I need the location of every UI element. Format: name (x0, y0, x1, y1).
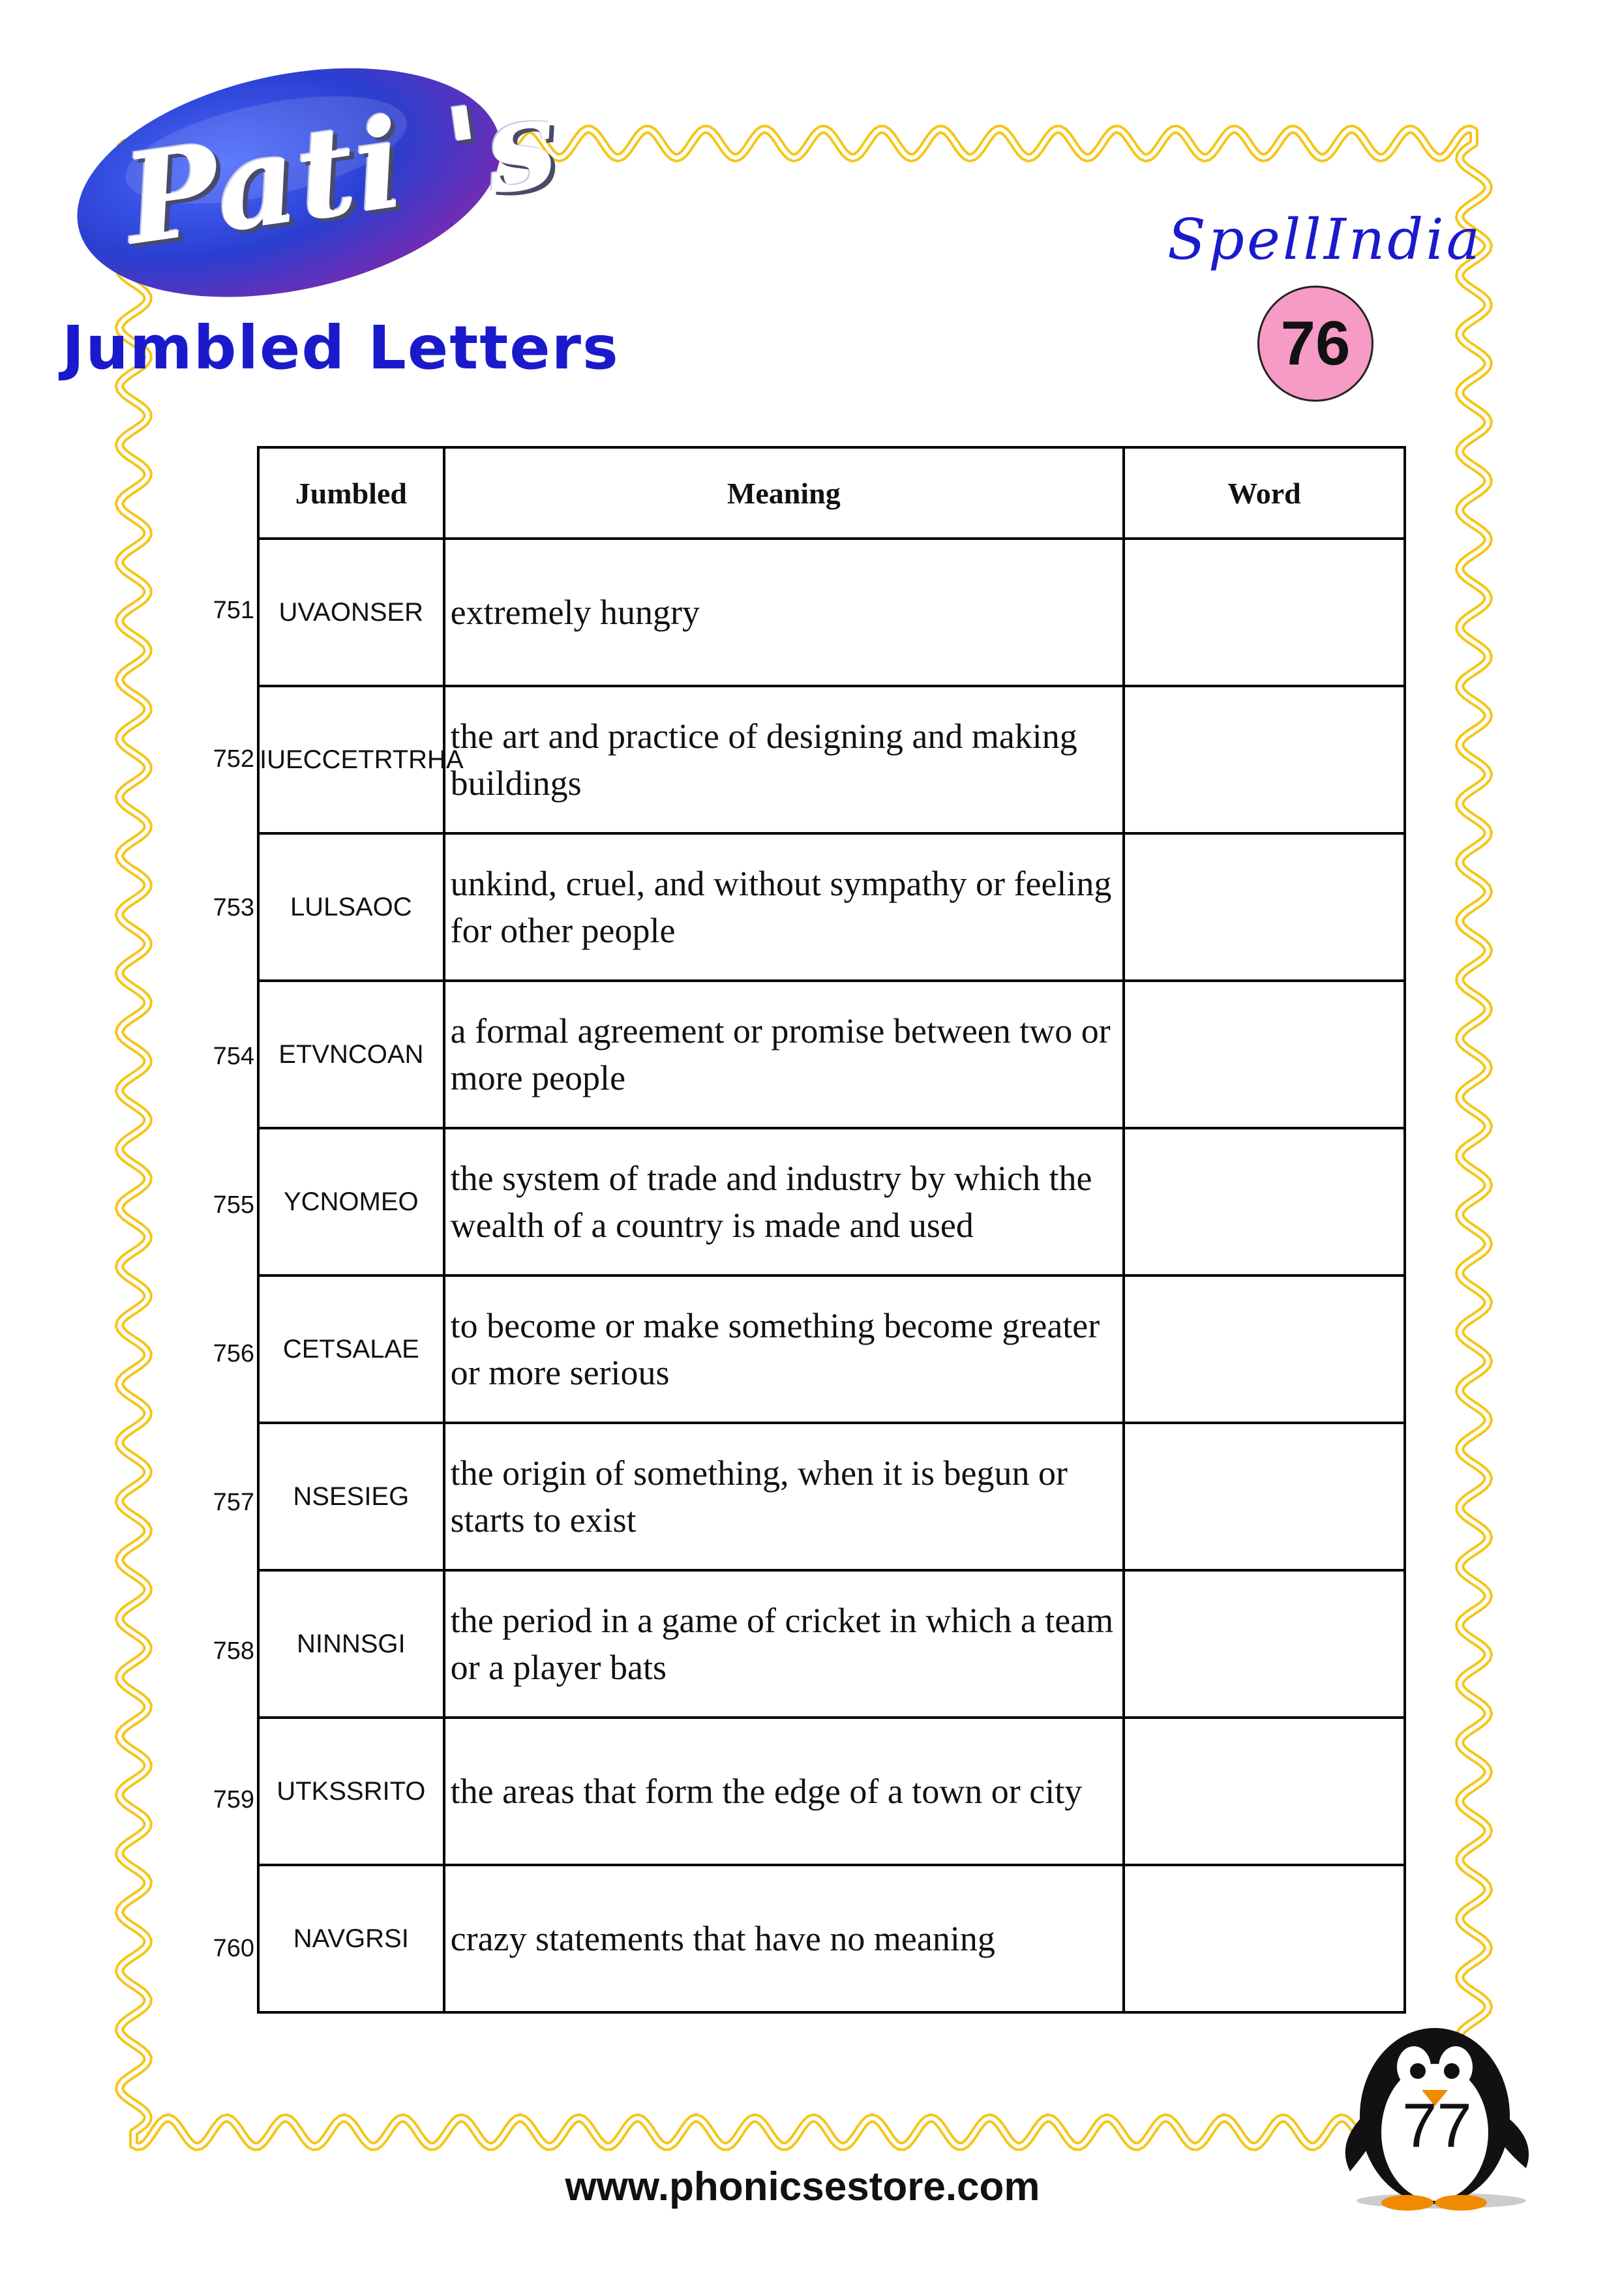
row-number: 757 (213, 1488, 254, 1516)
jumbled-cell: ETVNCOAN (258, 981, 444, 1128)
table-row (258, 686, 1405, 833)
table-row (258, 1570, 1405, 1718)
meaning-cell: extremely hungry (444, 539, 1124, 686)
word-answer-cell[interactable] (1124, 1423, 1405, 1570)
jumbled-words-table (257, 446, 1406, 2014)
meaning-cell: the period in a game of cricket in which a team or a player bats (444, 1570, 1124, 1718)
page-title: Jumbled Letters (62, 313, 620, 383)
row-number: 754 (213, 1042, 254, 1070)
meaning-cell: crazy statements that have no meaning (444, 1865, 1124, 2012)
worksheet-number-badge: 76 (1257, 286, 1373, 402)
row-number: 760 (213, 1934, 254, 1962)
table-row (258, 833, 1405, 981)
header-word: Word (1124, 447, 1405, 539)
logo-text: Pati 's (115, 68, 567, 273)
page-number: 77 (1402, 2091, 1472, 2160)
jumbled-cell: NSESIEG (258, 1423, 444, 1570)
table-row (258, 1718, 1405, 1865)
word-answer-cell[interactable] (1124, 1865, 1405, 2012)
jumbled-cell: LULSAOC (258, 833, 444, 981)
table-row (258, 1865, 1405, 2012)
row-numbers (189, 536, 254, 2023)
jumbled-cell: NAVGRSI (258, 1865, 444, 2012)
word-answer-cell[interactable] (1124, 981, 1405, 1128)
jumbled-cell: CETSALAE (258, 1275, 444, 1423)
meaning-cell: the areas that form the edge of a town or city (444, 1718, 1124, 1865)
word-answer-cell[interactable] (1124, 686, 1405, 833)
jumbled-cell: UTKSSRITO (258, 1718, 444, 1865)
word-answer-cell[interactable] (1124, 539, 1405, 686)
row-number: 756 (213, 1339, 254, 1367)
jumbled-cell: YCNOMEO (258, 1128, 444, 1275)
word-answer-cell[interactable] (1124, 1570, 1405, 1718)
word-answer-cell[interactable] (1124, 1275, 1405, 1423)
meaning-cell: a formal agreement or promise between two or more people (444, 981, 1124, 1128)
row-number: 755 (213, 1191, 254, 1219)
meaning-cell: the art and practice of designing and making buildings (444, 686, 1124, 833)
row-number: 759 (213, 1785, 254, 1813)
row-number: 751 (213, 596, 254, 624)
table-row (258, 981, 1405, 1128)
table-row (258, 1128, 1405, 1275)
word-answer-cell[interactable] (1124, 833, 1405, 981)
brand-name: SpellIndia (1167, 207, 1483, 273)
word-answer-cell[interactable] (1124, 1718, 1405, 1865)
table-row (258, 1275, 1405, 1423)
meaning-cell: to become or make something become greater or more serious (444, 1275, 1124, 1423)
header-jumbled: Jumbled (258, 447, 444, 539)
row-number: 752 (213, 745, 254, 773)
meaning-cell: unkind, cruel, and without sympathy or feeling for other people (444, 833, 1124, 981)
table-row (258, 1423, 1405, 1570)
word-answer-cell[interactable] (1124, 1128, 1405, 1275)
website-footer: www.phonicsestore.com (565, 2164, 1040, 2209)
jumbled-cell: NINNSGI (258, 1570, 444, 1718)
meaning-cell: the origin of something, when it is begun or starts to exist (444, 1423, 1124, 1570)
table-header-row (258, 447, 1405, 539)
row-number: 758 (213, 1637, 254, 1665)
jumbled-cell: UVAONSER (258, 539, 444, 686)
header-meaning: Meaning (444, 447, 1124, 539)
meaning-cell: the system of trade and industry by which the wealth of a country is made and used (444, 1128, 1124, 1275)
jumbled-cell: IUECCETRTRHA (258, 686, 444, 833)
row-number: 753 (213, 893, 254, 921)
table-row (258, 539, 1405, 686)
